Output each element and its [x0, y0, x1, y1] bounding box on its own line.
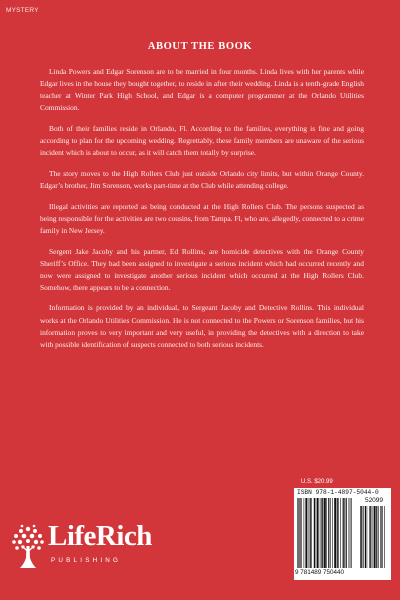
barcode-bar: [322, 498, 323, 568]
barcode-bar: [361, 506, 362, 568]
barcode-bar: [310, 498, 311, 568]
barcode-bar: [316, 498, 317, 568]
barcode-bar: [369, 506, 370, 568]
barcode-bar: [365, 506, 366, 568]
barcode-bar: [297, 498, 298, 568]
description-paragraph: Information is provided by an individual, to Sergeant Jacoby and Detective Rollins. This individual works at the Orlando Utilities Commission. He is not connected to the Powers or Sorenson families, but his information proves to very important and very useful, in providing the detectives with a direction to take with possible identification of suspects connected to both serious incidents.: [40, 303, 364, 349]
publisher-logo: [10, 520, 150, 580]
barcode-bar: [308, 498, 309, 568]
barcode-bar: [334, 498, 336, 568]
barcode-bar: [349, 498, 350, 568]
barcode-bar: [337, 498, 338, 568]
ean-barcode-bars: [297, 498, 357, 568]
barcode-bar: [314, 498, 315, 568]
description-paragraph: Sergent Jake Jacoby and his partner, Ed Rollins, are homicide detectives with the Orange County Sheriff’s Office. They had been assigned to investigate a serious incident which had occurred recently and now were assigned to investigate another serious incident which occurred at the High Rollers Club. Somehow, there appears to be a connection.: [40, 246, 364, 292]
publisher-name: LifeRich: [48, 520, 152, 552]
barcode-bar: [330, 498, 331, 568]
isbn-number: ISBN 978-1-4897-5044-0: [297, 489, 379, 496]
description-paragraph: The story moves to the High Rollers Club just outside Orlando city limits, but within Orange County. Edgar’s brother, Jim Sorenson, works part-time at the Club while attending college.: [40, 168, 364, 190]
description-paragraph: Illegal activities are reported as being conducted at the High Rollers Club. The persons suspected as being responsible for the activities are two cousins, from Tampa. Fl, who are, allegedly, connected to a crime family in New Jersey.: [40, 201, 364, 235]
barcode-bar: [338, 498, 339, 568]
barcode-bar: [373, 506, 374, 568]
barcode-bar: [351, 498, 352, 568]
barcode-bar: [320, 498, 321, 568]
barcode-bar: [363, 506, 364, 568]
barcode-bar: [305, 498, 307, 568]
description-paragraph: Linda Powers and Edgar Sorenson are to be married in four months. Linda lives with her parents while Edgar lives in the house they bought together, to reside in after their wedding. Linda is a tenth-grade English teacher at Winter Park High School, and Edgar is a computer programmer at the Orlando Utilities Commission.: [40, 67, 364, 113]
barcode-bar: [321, 498, 322, 568]
barcode-bar: [324, 498, 326, 568]
barcode-bar: [328, 498, 329, 568]
barcode-bar: [311, 498, 312, 568]
barcode-bar: [326, 498, 327, 568]
barcode-bar: [299, 498, 300, 568]
barcode-bar: [370, 506, 371, 568]
tree-icon: [10, 522, 46, 572]
barcode-bar: [317, 498, 319, 568]
addon-barcode-bars: [360, 506, 388, 568]
publisher-tagline: PUBLISHING: [51, 557, 122, 564]
barcode-bar: [343, 498, 344, 568]
barcode-bar: [346, 498, 347, 568]
price-code: 52099: [364, 497, 384, 504]
isbn-barcode: [294, 488, 391, 580]
barcode-bar: [304, 498, 305, 568]
barcode-bar: [376, 506, 377, 568]
ean-digits: 9 781489 750440: [295, 569, 345, 576]
description-paragraph: Both of their families reside in Orlando, Fl. According to the families, everything is fine and going according to plan for the upcoming wedding. Regrettably, these family members are unaware of the serious incident which is about to occur, as it will catch them totally by surprise.: [40, 123, 364, 158]
barcode-bar: [384, 506, 385, 568]
barcode-bar: [301, 498, 302, 568]
book-description: [40, 66, 364, 359]
genre-label: MYSTERY: [6, 7, 39, 14]
barcode-bar: [367, 506, 368, 568]
page-title: ABOUT THE BOOK: [147, 41, 253, 52]
price-label: U.S. $20.99: [301, 479, 333, 485]
barcode-bar: [382, 506, 383, 568]
barcode-bar: [332, 498, 333, 568]
barcode-bar: [344, 498, 345, 568]
barcode-bar: [360, 506, 361, 568]
barcode-bar: [374, 506, 376, 568]
barcode-bar: [350, 498, 351, 568]
barcode-bar: [298, 498, 299, 568]
barcode-bar: [380, 506, 381, 568]
barcode-bar: [378, 506, 379, 568]
barcode-bar: [340, 498, 341, 568]
